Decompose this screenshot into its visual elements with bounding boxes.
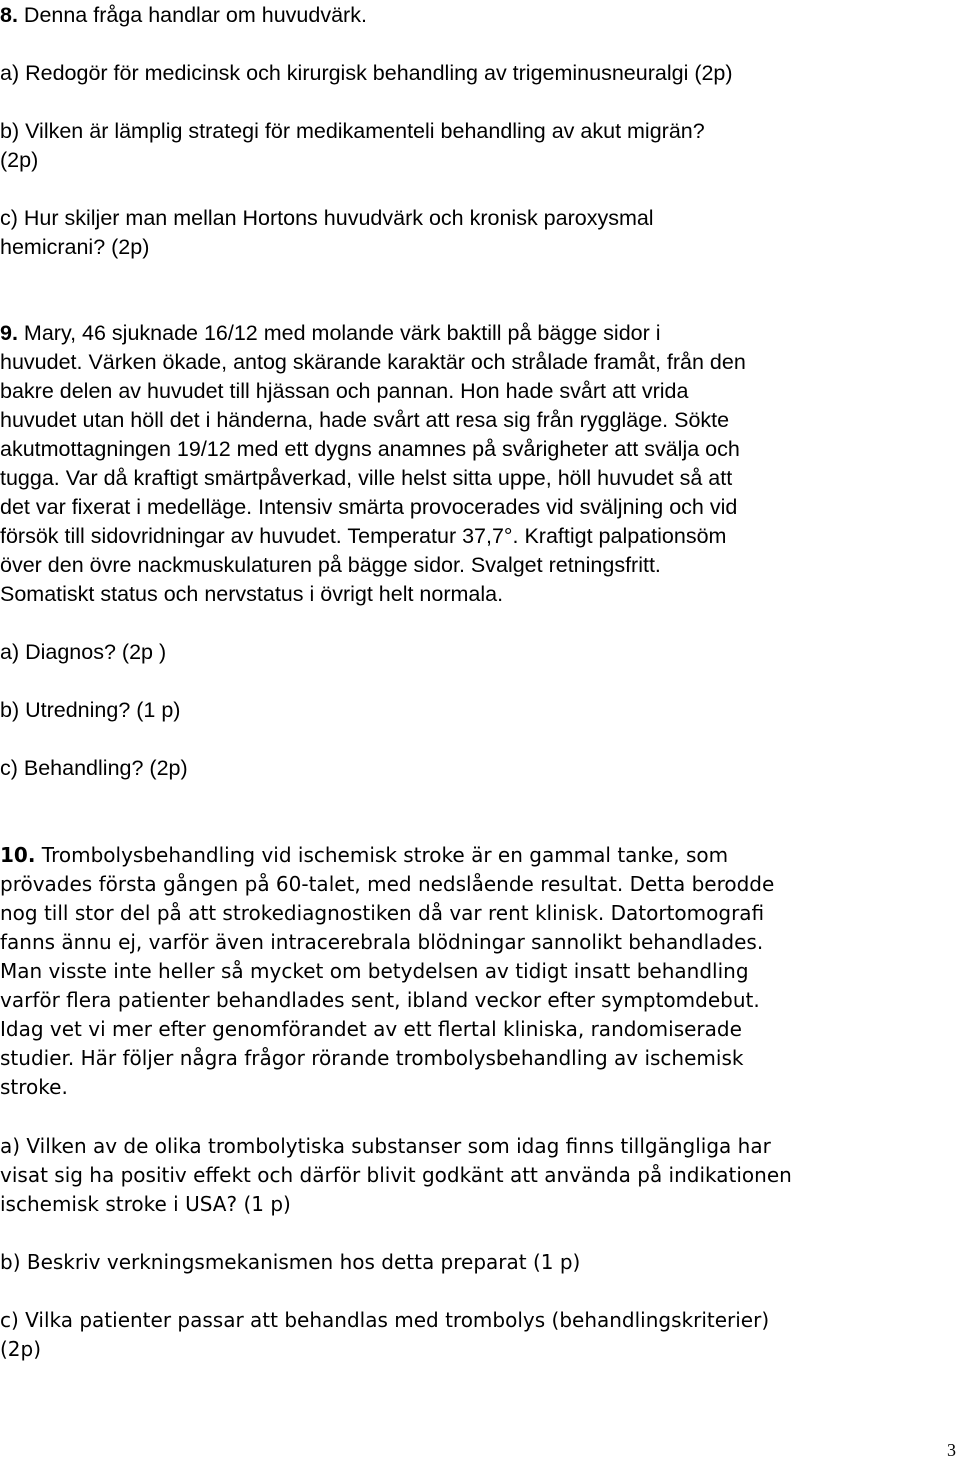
q10-number: 10. — [0, 843, 36, 867]
q9-case-line: huvudet utan höll det i händerna, hade svårt att resa sig från ryggläge. Sökte — [0, 408, 730, 432]
q9-number: 9. — [0, 321, 18, 345]
q10-intro-line: stroke. — [0, 1075, 68, 1099]
q8-part-b-line1: b) Vilken är lämplig strategi för medikamenteli behandling av akut migrän? — [0, 119, 705, 143]
q10-intro-line: studier. Här följer några frågor rörande trombolysbehandling av ischemisk — [0, 1046, 744, 1070]
q10-part-c-line2: (2p) — [0, 1337, 42, 1361]
q10-intro-line: prövades första gången på 60-talet, med nedslående resultat. Detta berodde — [0, 872, 775, 896]
q9-case-line: bakre delen av huvudet till hjässan och pannan. Hon hade svårt att vrida — [0, 379, 689, 403]
q10-part-b: b) Beskriv verkningsmekanismen hos detta preparat (1 p) — [0, 1250, 581, 1274]
q10-intro-line — [0, 841, 954, 870]
q9-case-line — [0, 319, 954, 348]
q8-part-c-line1: c) Hur skiljer man mellan Hortons huvudvärk och kronisk paroxysmal — [0, 206, 654, 230]
q8-number: 8. — [0, 3, 18, 27]
q10-part-a-line: a) Vilken av de olika trombolytiska substanser som idag finns tillgängliga har — [0, 1134, 771, 1158]
q10-part-a-line: ischemisk stroke i USA? (1 p) — [0, 1192, 291, 1216]
q9-part-c: c) Behandling? (2p) — [0, 756, 188, 780]
q8-part-c-line2: hemicrani? (2p) — [0, 235, 150, 259]
q10-intro-line: Man visste inte heller så mycket om betydelsen av tidigt insatt behandling — [0, 959, 749, 983]
q9-case-line: huvudet. Värken ökade, antog skärande karaktär och strålade framåt, från den — [0, 350, 746, 374]
q10-intro-line: nog till stor del på att strokediagnostiken då var rent klinisk. Datortomografi — [0, 901, 765, 925]
q9-case-line: Somatiskt status och nervstatus i övrigt helt normala. — [0, 582, 504, 606]
q10-intro-line: Idag vet vi mer efter genomförandet av ett flertal kliniska, randomiserade — [0, 1017, 742, 1041]
q9-case-line: försök till sidovridningar av huvudet. Temperatur 37,7°. Kraftigt palpationsöm — [0, 524, 727, 548]
q8-part-a: a) Redogör för medicinsk och kirurgisk behandling av trigeminusneuralgi (2p) — [0, 61, 733, 85]
q9-case-line: akutmottagningen 19/12 med ett dygns anamnes på svårigheter att svälja och — [0, 437, 740, 461]
q9-case-line: det var fixerat i medelläge. Intensiv smärta provocerades vid sväljning och vid — [0, 495, 738, 519]
q8-heading — [0, 1, 954, 30]
q10-part-c-line1: c) Vilka patienter passar att behandlas med trombolys (behandlingskriterier) — [0, 1308, 770, 1332]
q9-case-text: Mary, 46 sjuknade 16/12 med molande värk baktill på bägge sidor i — [17, 321, 661, 345]
q9-case-line: över den övre nackmuskulaturen på bägge sidor. Svalget retningsfritt. — [0, 553, 661, 577]
q10-intro-text: Trombolysbehandling vid ischemisk stroke är en gammal tanke, som — [35, 843, 729, 867]
q10-intro-line: fanns ännu ej, varför även intracerebrala blödningar sannolikt behandlades. — [0, 930, 764, 954]
q10-intro-line: varför flera patienter behandlades sent, ibland veckor efter symptomdebut. — [0, 988, 760, 1012]
q9-part-a: a) Diagnos? (2p ) — [0, 640, 167, 664]
q8-heading-text: Denna fråga handlar om huvudvärk. — [17, 3, 367, 27]
page-number: 3 — [947, 1440, 956, 1460]
q9-part-b: b) Utredning? (1 p) — [0, 698, 181, 722]
q8-part-b-line2: (2p) — [0, 148, 39, 172]
q10-part-a-line: visat sig ha positiv effekt och därför blivit godkänt att använda på indikationen — [0, 1163, 792, 1187]
q9-case-line: tugga. Var då kraftigt smärtpåverkad, ville helst sitta uppe, höll huvudet så att — [0, 466, 733, 490]
